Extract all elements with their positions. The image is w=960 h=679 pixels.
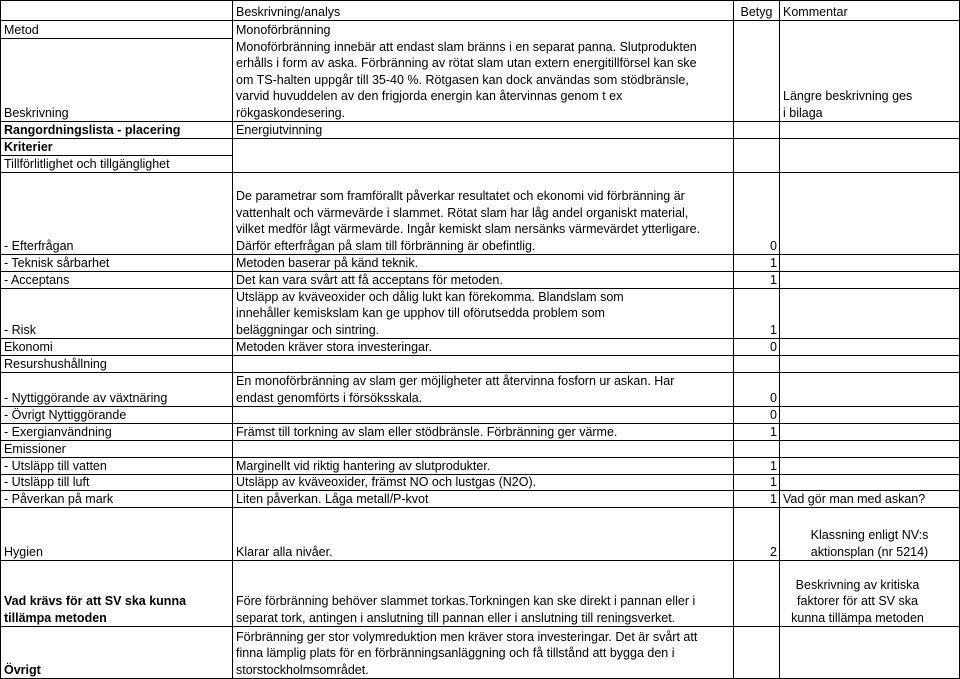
criterion-label: - Utsläpp till vatten [4,458,107,473]
criterion-label: - Acceptans [4,272,70,287]
criterion-label: Emissioner [4,441,66,456]
criterion-label: - Efterfrågan [4,238,74,253]
criterion-score: 1 [770,272,777,287]
criterion-label: Resurshushållning [4,356,107,371]
criterion-text: Marginellt vid riktig hantering av slutprodukter. [236,458,491,473]
criterion-score: 1 [770,458,777,473]
metod-header: Metod [4,22,39,37]
beskrivning-analys-header: Beskrivning/analys [236,4,341,19]
criterion-text: Utsläpp av kväveoxider och dålig lukt kan förekomma. Blandslam som innehåller kemiskslam kan ge upphov till oförutsedda problem som beläggningar och sintring. [236,289,624,337]
criterion-score: 0 [770,407,777,422]
ranking-value: Energiutvinning [236,122,323,137]
criterion-score: 1 [770,491,777,506]
criterion-text: Utsläpp av kväveoxider, främst NO och lustgas (N2O). [236,474,537,489]
criterion-score: 2 [770,544,777,559]
criterion-label: - Teknisk sårbarhet [4,255,110,270]
criterion-text: Det kan vara svårt att få acceptans för metoden. [236,272,503,287]
criterion-score: 1 [770,322,777,337]
criterion-label: - Påverkan på mark [4,491,114,506]
criterion-label: - Nyttiggörande av växtnäring [4,390,168,405]
criterion-comment: Klassning enligt NV:s aktionsplan (nr 5214) [810,528,929,559]
criterion-text: Förbränning ger stor volymreduktion men kräver stora investeringar. Det är svårt att finna lämplig plats för en förbränningsanläggning och få tillstånd att bygga den i storstockholmsområdet. [236,629,698,677]
kommentar-header: Kommentar [783,4,848,19]
criterion-text: Före förbränning behöver slammet torkas.Torkningen kan ske direkt i pannan eller i separat tork, antingen i anslutning till pannan eller i anslutning till reningsverket. [236,594,696,625]
criterion-score: 1 [770,255,777,270]
criterion-score: 1 [770,424,777,439]
criterion-label: - Risk [4,322,36,337]
criterion-label: Övrigt [4,662,41,677]
description-comment: Längre beskrivning ges i bilaga [783,89,913,120]
criterion-score: 0 [770,339,777,354]
method-name: Monoförbränning [236,22,331,37]
criterion-label: Ekonomi [4,339,53,354]
criterion-label: Vad krävs för att SV ska kunna tillämpa metoden [4,594,187,625]
criterion-text: Metoden kräver stora investeringar. [236,339,432,354]
criterion-label: - Övrigt Nyttiggörande [4,407,127,422]
criterion-text: De parametrar som framförallt påverkar resultatet och ekonomi vid förbränning är vattenhalt och värmevärde i slammet. Rötat slam har låg andel organiskt material, vilket medför lågt värmevärde. Ingår kemiskt slam nersänks värmevärdet ytterligare. Därför efterfrågan på slam till förbränning är obefintlig. [236,189,701,253]
criterion-text: Främst till torkning av slam eller stödbränsle. Förbränning ger värme. [236,424,618,439]
description-label: Beskrivning [4,105,69,120]
method-description: Monoförbränning innebär att endast slam bränns i en separat panna. Slutprodukten erhålls i form av aska. Förbränning av rötat slam utan extern energitillförsel kan ske om TS-halten uppgår till 35-40 %. Rötgasen kan dock användas som stödbränsle, varvid huvuddelen av den frigjorda energin kan återvinnas genom t ex rökgaskondesering. [236,39,697,120]
criterion-text: En monoförbränning av slam ger möjligheter att återvinna fosforn ur askan. Har endast genomförts i försöksskala. [236,374,675,405]
criterion-comment: Vad gör man med askan? [783,491,926,506]
criteria-label: Kriterier [4,139,53,154]
criterion-score: 1 [770,474,777,489]
criterion-label: - Utsläpp till luft [4,474,90,489]
ranking-label: Rangordningslista - placering [4,122,181,137]
criterion-label: - Exergianvändning [4,424,112,439]
criterion-text: Metoden baserar på känd teknik. [236,255,419,270]
criterion-score: 0 [770,390,777,405]
criterion-text: Liten påverkan. Låga metall/P-kvot [236,491,429,506]
criterion-score: 0 [770,238,777,253]
criterion-text: Klarar alla nivåer. [236,544,333,559]
reliability-label: Tillförlitlighet och tillgänglighet [4,156,170,171]
criterion-comment: Beskrivning av kritiska faktorer för att SV ska kunna tillämpa metoden [791,577,924,625]
criterion-label: Hygien [4,544,43,559]
betyg-header: Betyg [740,4,773,19]
